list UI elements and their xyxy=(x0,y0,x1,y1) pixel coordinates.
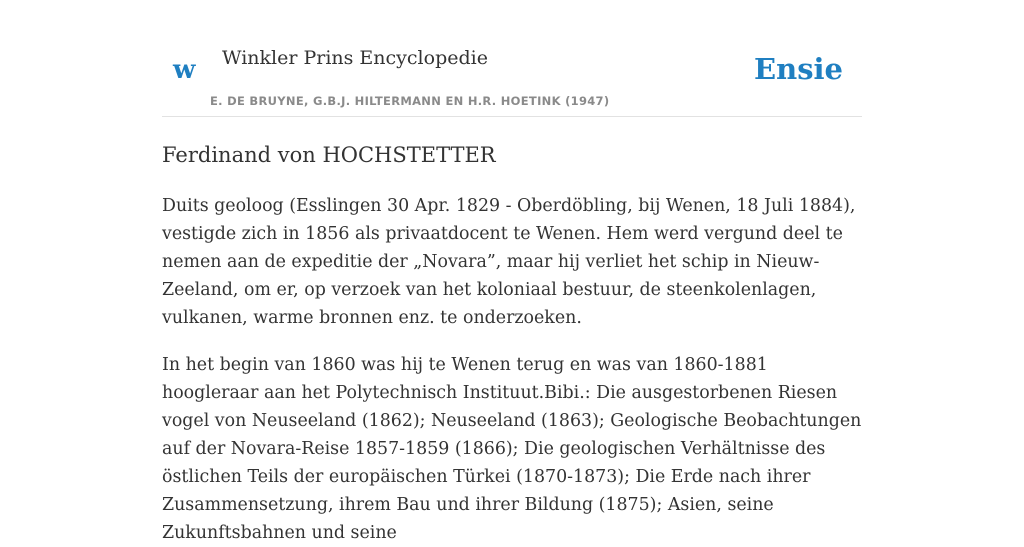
article-paragraph: In het begin van 1860 was hij te Wenen terug en was van 1860-1881 hoogleraar aan het Polytechnisch Instituut.Bibi.: Die ausgestorbenen Riesen vogel von Neuseeland (1862); Neuseeland (1863); Geologische Beobachtungen auf der Novara-Reise 1857-1859 (1866); Die geologischen Verhältnisse des östlichen Teils der europäischen Türkei (1870-1873); Die Erde nach ihrer Zusammensetzung, ihrem Bau und ihrer Bildung (1875); Asien, seine Zukunftsbahnen und seine xyxy=(162,355,862,543)
article-body xyxy=(162,116,862,547)
page-title: Ferdinand von HOCHSTETTER xyxy=(162,143,496,167)
site-title[interactable]: Winkler Prins Encyclopedie xyxy=(222,47,488,69)
brand-logo[interactable]: Ensie xyxy=(754,52,843,86)
article-paragraph: Duits geoloog (Esslingen 30 Apr. 1829 - Oberdöbling, bij Wenen, 18 Juli 1884), vestigde zich in 1856 als privaatdocent te Wenen. Hem werd vergund deel te nemen aan de expeditie der „Novara”, maar hij verliet het schip in Nieuw-Zeeland, om er, op verzoek van het koloniaal bestuur, de steenkolenlagen, vulkanen, warme bronnen enz. te onderzoeken. xyxy=(162,196,856,328)
site-logo[interactable]: w xyxy=(173,55,196,85)
source-authors: E. DE BRUYNE, G.B.J. HILTERMANN EN H.R. HOETINK (1947) xyxy=(210,94,610,108)
site-header xyxy=(162,0,862,117)
